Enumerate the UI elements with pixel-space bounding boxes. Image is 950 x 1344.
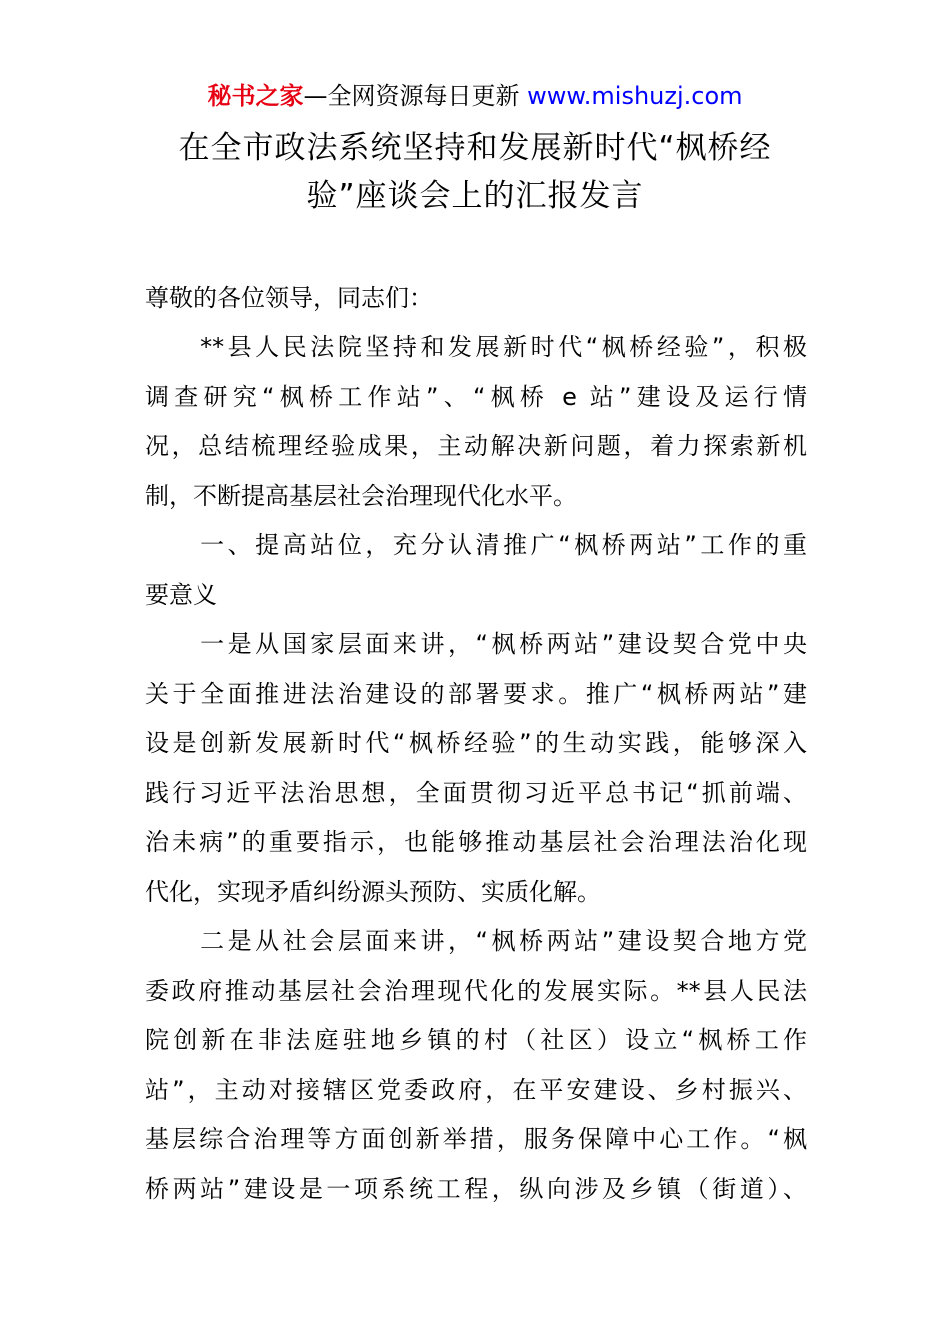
text-line: 桥两站”建设是一项系统工程，纵向涉及乡镇（街道）、 (145, 1174, 807, 1203)
text-line: 一、提高站位，充分认清推广“枫桥两站”工作的重 (145, 531, 807, 559)
header-tagline: —全网资源每日更新 (303, 82, 520, 110)
section-heading (145, 521, 807, 620)
brand-name: 秘书之家 (207, 82, 304, 110)
text-line: 代化，实现矛盾纠纷源头预防、实质化解。 (145, 877, 601, 906)
text-line: 调查研究“枫桥工作站”、“枫桥 e 站”建设及运行情 (145, 382, 807, 411)
paragraph (145, 620, 807, 918)
title-line: 验”座谈会上的汇报发言 (306, 178, 644, 214)
text-line: 制，不断提高基层社会治理现代化水平。 (145, 481, 577, 510)
greeting: 尊敬的各位领导，同志们： (145, 284, 433, 312)
site-url-link[interactable]: www.mishuzj.com (527, 82, 743, 110)
text-line: 院创新在非法庭驻地乡镇的村（社区）设立“枫桥工作 (145, 1026, 807, 1055)
title-line: 在全市政法系统坚持和发展新时代“枫桥经 (178, 130, 772, 166)
text-line: 况，总结梳理经验成果，主动解决新问题，着力探索新机 (145, 432, 807, 461)
text-line: 设是创新发展新时代“枫桥经验”的生动实践，能够深入 (145, 729, 807, 758)
text-line: 二是从社会层面来讲，“枫桥两站”建设契合地方党 (145, 927, 807, 955)
text-line: 站”，主动对接辖区党委政府，在平安建设、乡村振兴、 (145, 1075, 807, 1104)
paragraph (145, 323, 807, 521)
text-line: 要意义 (145, 580, 217, 609)
text-line: 基层综合治理等方面创新举措，服务保障中心工作。“枫 (145, 1125, 807, 1154)
paragraph (145, 917, 807, 1215)
document-title (100, 124, 850, 220)
text-line: 践行习近平法治思想，全面贯彻习近平总书记“抓前端、 (145, 778, 807, 807)
text-line: 关于全面推进法治建设的部署要求。推广“枫桥两站”建 (145, 679, 807, 708)
text-line: **县人民法院坚持和发展新时代“枫桥经验”，积极 (145, 333, 807, 361)
text-line: 委政府推动基层社会治理现代化的发展实际。**县人民法 (145, 976, 807, 1005)
text-line: 一是从国家层面来讲，“枫桥两站”建设契合党中央 (145, 630, 807, 658)
text-line: 治未病”的重要指示，也能够推动基层社会治理法治化现 (145, 828, 807, 857)
site-header (0, 80, 950, 112)
